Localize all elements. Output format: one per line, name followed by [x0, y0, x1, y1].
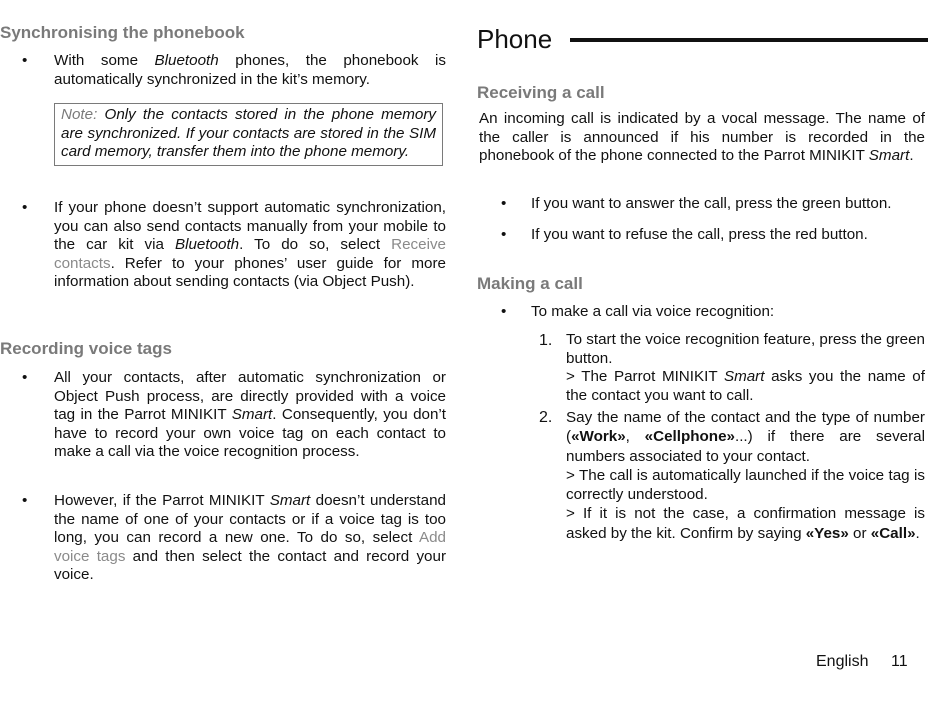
section-heading-receiving: Receiving a call — [477, 83, 605, 102]
section-heading-voice-tags: Recording voice tags — [0, 339, 172, 358]
list-item-text: If you want to refuse the call, press the red button. — [531, 226, 868, 243]
step-text: To start the voice recognition feature, press the green button. > The Parrot MINIKIT Smart asks you the name of the contact you want to call. — [566, 331, 925, 404]
step-text: Say the name of the contact and the type of number («Work», «Cellphone»...) if there are several numbers associated to your contact. > The call is automatically launched if the voice tag is correctly understood. > If it is not the case, a confirmation message is asked by the kit. Confirm by saying «Yes» or «Call». — [566, 409, 925, 542]
note-label: Note: — [61, 106, 98, 123]
list-item-text: With some Bluetooth phones, the phonebook is automatically synchronized in the kit’s memory. — [54, 52, 446, 88]
bullet-dot: • — [22, 199, 28, 216]
page-title: Phone — [477, 24, 553, 54]
note-box — [54, 103, 443, 166]
bullet-dot: • — [22, 369, 28, 386]
step-number: 2. — [539, 409, 553, 426]
keyword-work: «Work» — [571, 428, 626, 446]
title-rule — [570, 38, 928, 42]
section-heading-sync: Synchronising the phonebook — [0, 23, 245, 42]
bullet-dot: • — [501, 303, 507, 320]
page-title-row — [477, 24, 929, 58]
note-text: Only the contacts stored in the phone memory are synchronized. If your contacts are stored in the SIM card memory, transfer them into the phone memory. — [61, 106, 436, 161]
list-item-text: However, if the Parrot MINIKIT Smart doesn’t understand the name of one of your contacts or if a voice tag is too long, you can record a new one. To do so, select Add voice tags and then select the contact and record your voice. — [54, 492, 446, 584]
keyword-call: «Call» — [870, 524, 916, 542]
step-number: 1. — [539, 332, 553, 349]
list-item-text: If you want to answer the call, press the green button. — [531, 195, 892, 212]
section-heading-making: Making a call — [477, 274, 583, 293]
menu-item-add-voice-tags: Add voice tags — [54, 529, 446, 565]
page-number: 11 — [891, 653, 908, 670]
footer-language: English — [816, 653, 869, 670]
keyword-yes: «Yes» — [805, 524, 849, 542]
receiving-paragraph: An incoming call is indicated by a vocal message. The name of the caller is announced if his number is recorded in the phonebook of the phone connected to the Parrot MINIKIT Smart. — [479, 110, 925, 165]
menu-item-receive-contacts: Receive contacts — [54, 236, 446, 272]
list-item-text: To make a call via voice recognition: — [531, 303, 775, 320]
list-item-text: If your phone doesn’t support automatic synchronization, you can also send contacts manually from your mobile to the car kit via Bluetooth. To do so, select Receive contacts. Refer to your phones’ user guide for more information about sending contacts (via Object Push). — [54, 199, 446, 291]
keyword-cellphone: «Cellphone» — [644, 428, 735, 446]
list-item-text: All your contacts, after automatic synchronization or Object Push process, are directly provided with a voice tag in the Parrot MINIKIT Smart. Consequently, you don’t have to record your own voice tag on each contact to make a call via the voice recognition process. — [54, 369, 447, 461]
bullet-dot: • — [22, 52, 28, 69]
bullet-dot: • — [22, 492, 28, 509]
bullet-dot: • — [501, 195, 507, 212]
bullet-dot: • — [501, 226, 507, 243]
